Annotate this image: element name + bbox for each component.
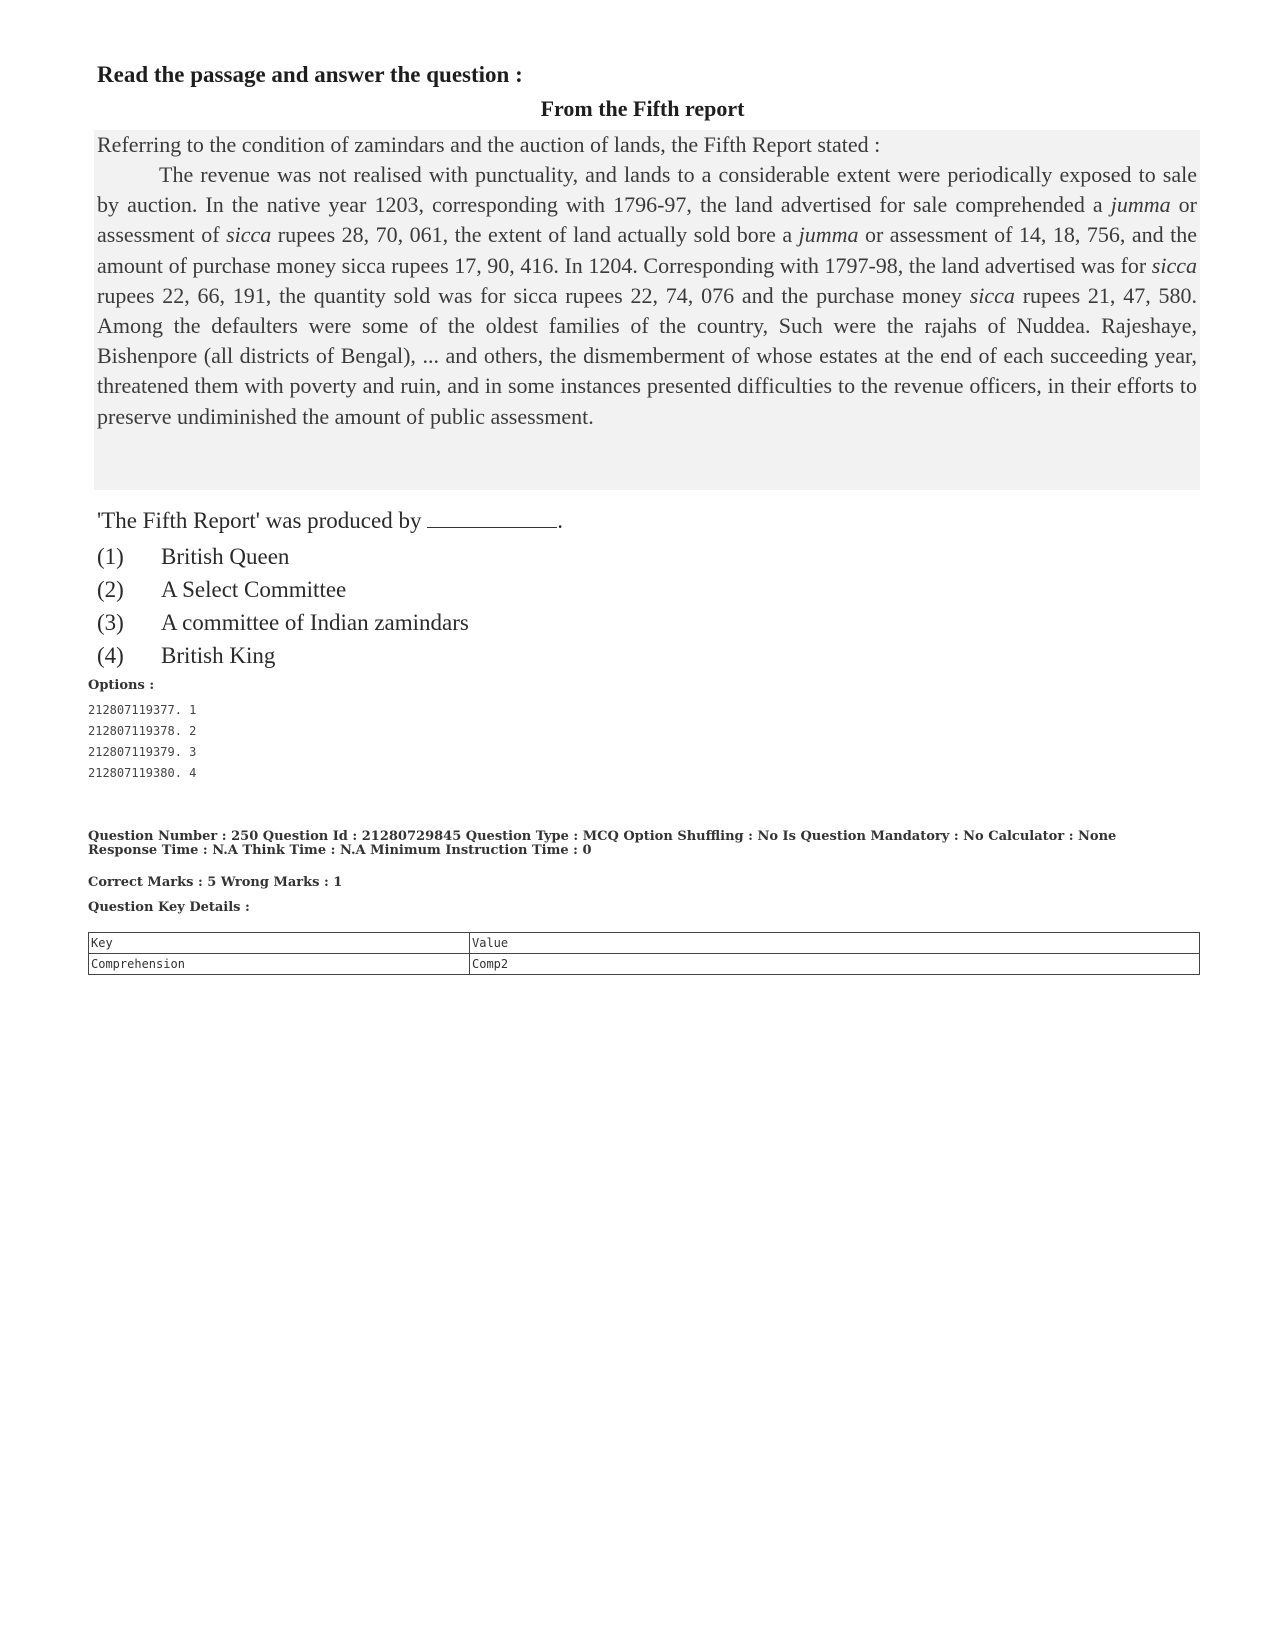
question-text: 'The Fifth Report' was produced by . (97, 508, 563, 533)
option-1[interactable] (97, 540, 469, 573)
option-text: A Select Committee (161, 577, 347, 602)
key-details-label: Question Key Details : (88, 900, 250, 915)
option-text: British King (161, 643, 276, 668)
marks-info: Correct Marks : 5 Wrong Marks : 1 (88, 875, 343, 890)
option-id: 212807119378. 2 (88, 724, 197, 738)
passage-paragraph: The revenue was not realised with punctuality, and lands to a considerable extent were periodically exposed to sale by auction. In the native year 1203, corresponding with 1796-97, the land advertised for sale comprehended a jumma or assessment of sicca rupees 28, 70, 061, the extent of land actually sold bore a jumma or assessment of 14, 18, 756, and the amount of purchase money sicca rupees 17, 90, 416. In 1204. Corresponding with 1797-98, the land advertised was for sicca rupees 22, 66, 191, the quantity sold was for sicca rupees 22, 74, 076 and the purchase money sicca rupees 21, 47, 580. Among the defaulters were some of the oldest families of the country, Such were the rajahs of Nuddea. Rajeshaye, Bishenpore (all districts of Bengal), ... and others, the dismemberment of whose estates at the end of each succeeding year, threatened them with poverty and ruin, and in some instances presented difficulties to the revenue officers, in their efforts to preserve undiminished the amount of public assessment. (97, 162, 1197, 429)
options-label: Options : (88, 678, 155, 693)
table-header-key: Key (89, 933, 470, 954)
table-cell-key: Comprehension (89, 954, 470, 975)
metadata-line: Response Time : N.A Think Time : N.A Minimum Instruction Time : 0 (88, 843, 592, 858)
metadata-line: Question Number : 250 Question Id : 21280729845 Question Type : MCQ Option Shuffling : No Is Question Mandatory : No Calculator : None (88, 829, 1117, 844)
table-header-row (89, 933, 1200, 954)
option-3[interactable] (97, 606, 469, 639)
option-id: 212807119379. 3 (88, 745, 197, 759)
table-row (89, 954, 1200, 975)
passage-title: From the Fifth report (540, 96, 745, 121)
answer-blank (427, 509, 557, 528)
option-2[interactable] (97, 573, 469, 606)
option-id: 212807119377. 1 (88, 703, 197, 717)
table-cell-value: Comp2 (470, 954, 1200, 975)
passage-italic-term: sicca (226, 222, 272, 248)
option-text: British Queen (161, 544, 290, 569)
question-key-table (88, 932, 1200, 975)
option-text: A committee of Indian zamindars (161, 610, 469, 635)
question-metadata (88, 830, 1116, 858)
passage-intro: Referring to the condition of zamindars and the auction of lands, the Fifth Report stated : (97, 132, 881, 157)
answer-options (97, 540, 469, 672)
option-4[interactable] (97, 639, 469, 672)
option-number: (1) (97, 544, 124, 569)
option-number: (4) (97, 643, 124, 668)
passage-italic-term: sicca (969, 282, 1015, 308)
option-number: (3) (97, 610, 124, 635)
passage-italic-term: jumma (798, 222, 859, 248)
option-number: (2) (97, 577, 124, 602)
table-header-value: Value (470, 933, 1200, 954)
passage-italic-term: jumma (1110, 192, 1171, 218)
option-id: 212807119380. 4 (88, 766, 197, 780)
instruction-heading: Read the passage and answer the question : (97, 62, 523, 87)
option-id-list (88, 700, 196, 784)
passage-italic-term: sicca (1151, 252, 1197, 278)
